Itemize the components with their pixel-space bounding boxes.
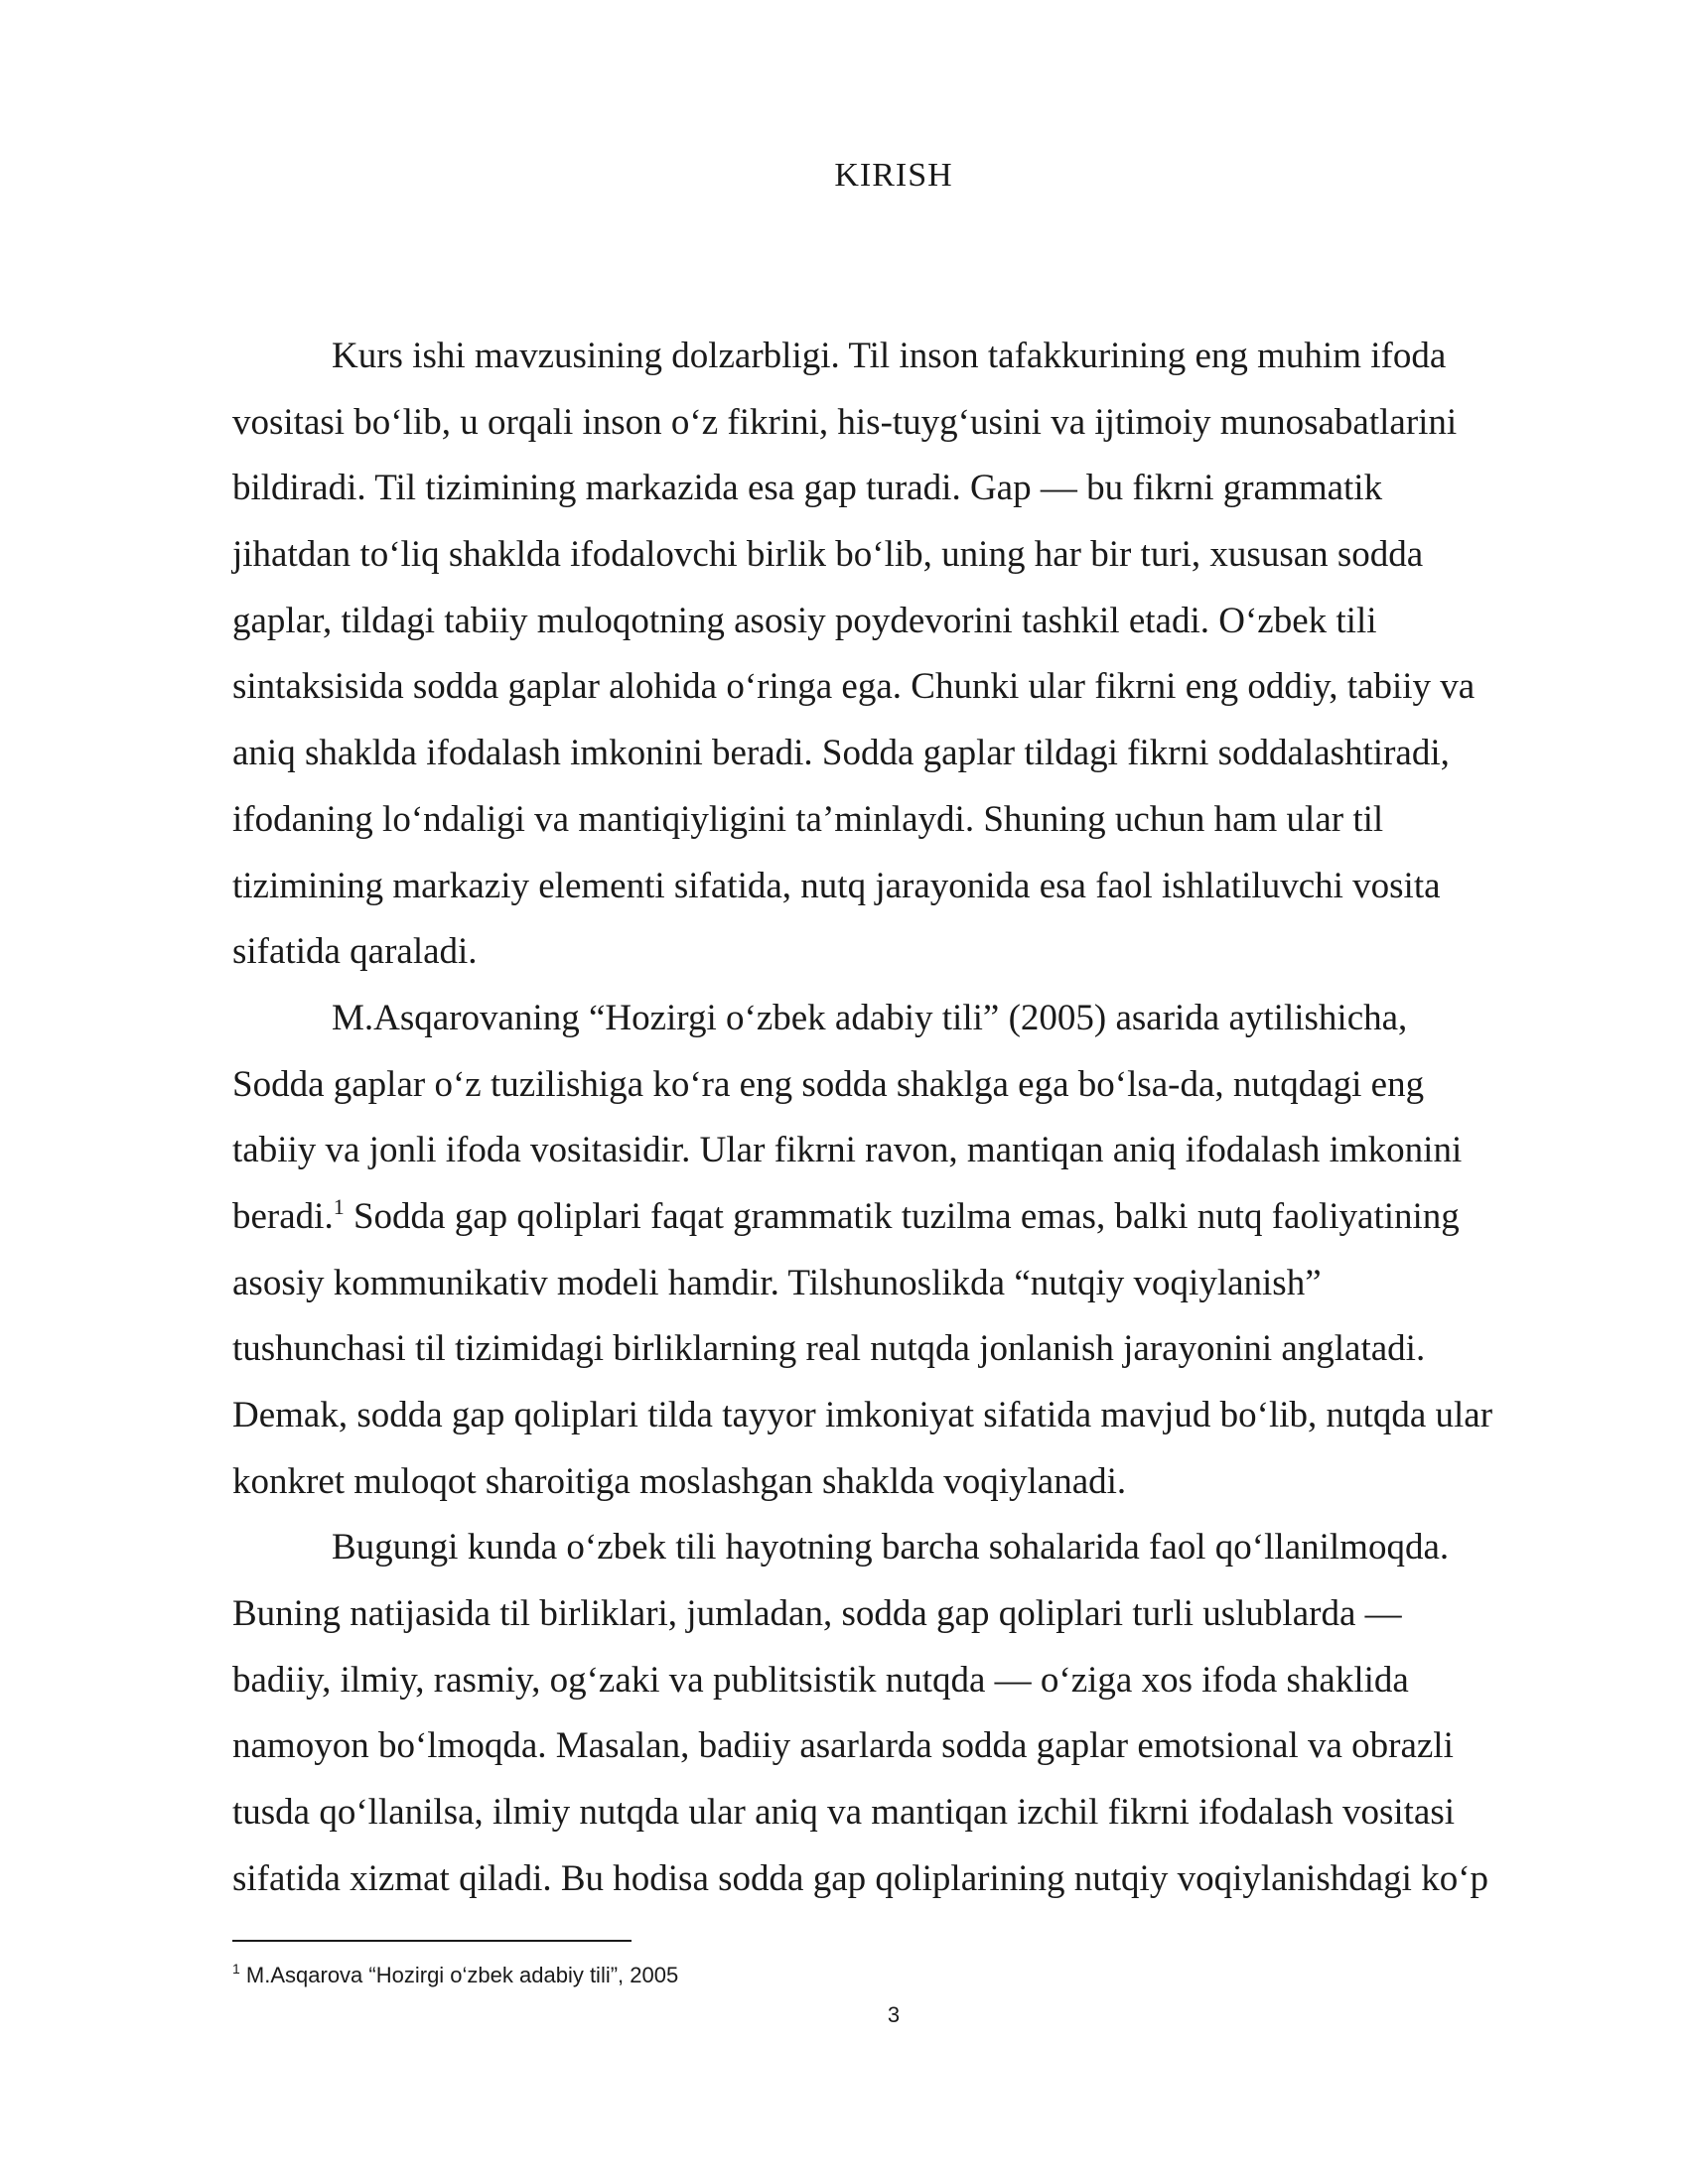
paragraph-line: bildiradi. Til tizimining markazida esa gap turadi. Gap — bu fikrni grammatik [232, 468, 1383, 509]
footnote [232, 1963, 678, 1988]
paragraph-line: Buning natijasida til birliklari, jumladan, sodda gap qoliplari turli uslublarda — [232, 1593, 1402, 1635]
paragraph-line: asosiy kommunikativ modeli hamdir. Tilshunoslikda “nutqiy voqiylanish” [232, 1262, 1322, 1303]
line-text: Sodda gap qoliplari faqat grammatik tuzilma emas, balki nutq faoliyatining [344, 1195, 1460, 1237]
paragraph-line: jihatdan to‘liq shaklda ifodalovchi birlik bo‘lib, uning har bir turi, xususan sodda [232, 534, 1424, 576]
paragraph-line: vositasi bo‘lib, u orqali inson o‘z fikrini, his-tuyg‘usini va ijtimoiy munosabatlarini [232, 401, 1458, 443]
paragraph-line: Sodda gaplar o‘z tuzilishiga ko‘ra eng sodda shaklga ega bo‘lsa-da, nutqdagi eng [232, 1063, 1425, 1105]
paragraph-line: aniq shaklda ifodalash imkonini beradi. Sodda gaplar tildagi fikrni soddalashtiradi, [232, 733, 1450, 774]
paragraph-line: tusda qo‘llanilsa, ilmiy nutqda ular aniq va mantiqan izchil fikrni ifodalash vositasi [232, 1792, 1456, 1834]
page-number: 3 [887, 2002, 901, 2027]
footnote-text: M.Asqarova “Hozirgi o‘zbek adabiy tili”, 2005 [239, 1963, 679, 1987]
paragraph-1 [232, 324, 1553, 986]
paragraph-line-with-footnote [232, 1184, 1553, 1251]
paragraph-line: sifatida qaraladi. [232, 931, 478, 973]
paragraph-3 [232, 1515, 1553, 1912]
paragraph-line: tizimining markaziy elementi sifatida, nutq jarayonida esa faol ishlatiluvchi vosita [232, 865, 1441, 906]
section-heading: KIRISH [834, 157, 953, 194]
paragraph-line: tabiiy va jonli ifoda vositasidir. Ular fikrni ravon, mantiqan aniq ifodalash imkonini [232, 1130, 1463, 1171]
footnote-reference: 1 [333, 1193, 345, 1219]
paragraph-line: tushunchasi til tizimidagi birliklarning real nutqda jonlanish jarayonini anglatadi. [232, 1328, 1426, 1370]
paragraph-line: Kurs ishi mavzusining dolzarbligi. Til inson tafakkurining eng muhim ifoda [332, 336, 1447, 376]
paragraph-line: M.Asqarovaning “Hozirgi o‘zbek adabiy tili” (2005) asarida aytilishicha, [332, 997, 1408, 1038]
paragraph-line: Demak, sodda gap qoliplari tilda tayyor imkoniyat sifatida mavjud bo‘lib, nutqda ular [232, 1395, 1493, 1435]
paragraph-line: badiiy, ilmiy, rasmiy, og‘zaki va publitsistik nutqda — o‘ziga xos ifoda shaklida [232, 1659, 1409, 1701]
paragraph-line: Bugungi kunda o‘zbek tili hayotning barcha sohalarida faol qo‘llanilmoqda. [332, 1527, 1450, 1569]
paragraph-line: namoyon bo‘lmoqda. Masalan, badiiy asarlarda sodda gaplar emotsional va obrazli [232, 1725, 1454, 1767]
paragraph-line: konkret muloqot sharoitiga moslashgan shaklda voqiylanadi. [232, 1460, 1127, 1502]
paragraph-line: gaplar, tildagi tabiiy muloqotning asosiy poydevorini tashkil etadi. O‘zbek tili [232, 600, 1377, 641]
line-text: beradi. [232, 1195, 334, 1237]
paragraph-line: ifodaning lo‘ndaligi va mantiqiyligini ta’minlaydi. Shuning uchun ham ular til [232, 798, 1384, 840]
footnote-marker: 1 [232, 1961, 240, 1977]
paragraph-2 [232, 986, 1553, 1516]
paragraph-line: sifatida xizmat qiladi. Bu hodisa sodda gap qoliplarining nutqiy voqiylanishdagi ko‘p [232, 1857, 1489, 1899]
body-text [232, 324, 1553, 1913]
footnote-separator [232, 1940, 632, 1942]
paragraph-line: sintaksisida sodda gaplar alohida o‘ringa ega. Chunki ular fikrni eng oddiy, tabiiy va [232, 666, 1476, 708]
